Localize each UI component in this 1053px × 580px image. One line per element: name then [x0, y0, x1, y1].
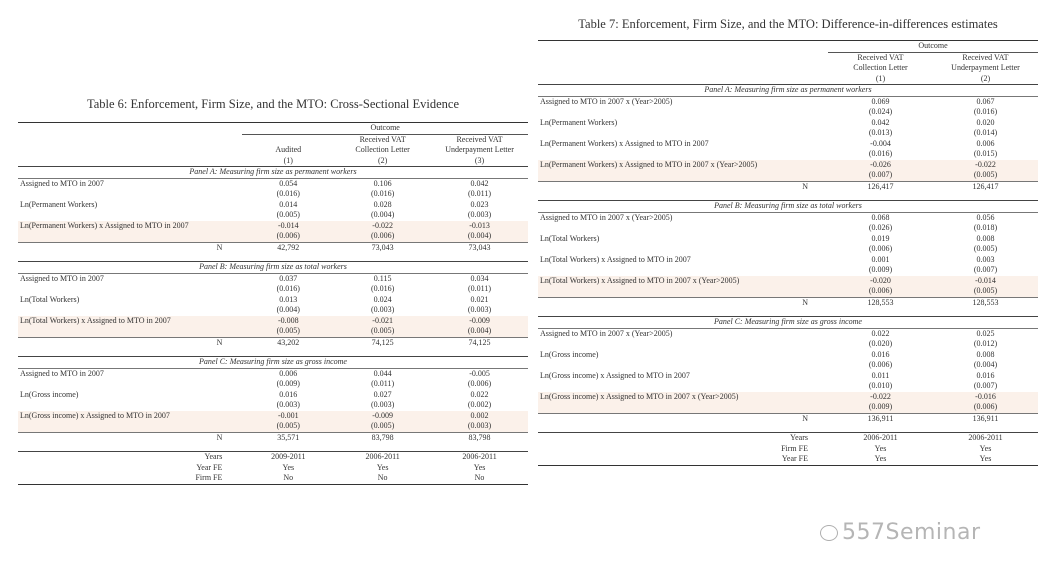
coefficient-cell: 0.028 [373, 199, 392, 209]
chat-bubble-icon [820, 525, 838, 541]
row-label: Ln(Total Workers) [20, 294, 80, 304]
coefficient-cell: 0.106 [373, 178, 392, 188]
coefficient-cell: -0.001 [242, 411, 334, 422]
table-row [538, 170, 1038, 181]
coefficient-cell: 0.067 [976, 96, 995, 106]
std-error-cell: (0.002) [467, 400, 492, 409]
coefficient-cell: 0.016 [279, 389, 298, 399]
coefficient-cell: 0.013 [279, 294, 298, 304]
coefficient-cell: 0.006 [279, 368, 298, 378]
std-error-cell: (0.010) [868, 381, 893, 390]
table-row [18, 210, 528, 221]
footer-label: Firm FE [781, 443, 808, 453]
table-row [18, 400, 528, 411]
coefficient-cell: 0.023 [470, 199, 489, 209]
column-header: Underpayment Letter [951, 63, 1020, 72]
footer-cell: Yes [874, 443, 887, 453]
std-error-cell: (0.009) [868, 265, 893, 274]
n-cell: 35,571 [242, 432, 334, 443]
footer-row [18, 473, 528, 484]
std-error-cell: (0.003) [431, 421, 528, 432]
row-label: Assigned to MTO in 2007 x (Year>2005) [540, 212, 673, 222]
column-number: (1) [283, 155, 293, 165]
n-row [538, 181, 1038, 192]
coefficient-cell: 0.002 [431, 411, 528, 422]
coefficient-cell: -0.020 [828, 276, 933, 287]
n-cell: 136,911 [828, 413, 933, 424]
row-label: Ln(Permanent Workers) [540, 117, 618, 127]
panel-title: Panel B: Measuring firm size as total workers [18, 262, 528, 274]
coefficient-cell: -0.026 [828, 160, 933, 171]
table-row [18, 231, 528, 242]
std-error-cell: (0.007) [973, 381, 998, 390]
outcome-header: Outcome [242, 123, 528, 135]
outcome-header: Outcome [828, 41, 1038, 53]
footer-label: Year FE [538, 454, 828, 465]
table-7-caption: Table 7: Enforcement, Firm Size, and the MTO: Difference-in-differences estimates [578, 17, 998, 31]
std-error-cell: (0.016) [276, 189, 300, 198]
row-label: Assigned to MTO in 2007 [20, 273, 104, 283]
table-row [538, 118, 1038, 129]
coefficient-cell: 0.021 [470, 294, 489, 304]
coefficient-cell: -0.014 [933, 276, 1038, 287]
table-7 [538, 14, 1038, 466]
table-row [538, 244, 1038, 255]
column-header: Received VAT [857, 52, 904, 62]
row-label: Ln(Gross income) x Assigned to MTO in 2007 [540, 370, 690, 380]
coefficient-cell: 0.014 [279, 199, 298, 209]
coefficient-cell: 0.011 [871, 370, 890, 380]
table-7-grid [538, 40, 1038, 466]
footer-cell: No [242, 473, 334, 484]
coefficient-cell: -0.016 [933, 392, 1038, 403]
coefficient-cell: 0.008 [976, 233, 995, 243]
column-header: Received VAT [456, 134, 503, 144]
table-row [18, 421, 528, 432]
std-error-cell: (0.011) [468, 189, 492, 198]
std-error-cell: (0.004) [431, 231, 528, 242]
std-error-cell: (0.007) [973, 265, 998, 274]
std-error-cell: (0.005) [973, 244, 998, 253]
n-cell: 126,417 [933, 181, 1038, 192]
table-row [538, 402, 1038, 413]
coefficient-cell: 0.020 [976, 117, 995, 127]
table-row [538, 107, 1038, 118]
coefficient-cell: -0.005 [469, 368, 490, 378]
n-label: N [18, 337, 242, 348]
std-error-cell: (0.006) [334, 231, 431, 242]
table-6 [18, 94, 528, 485]
row-label: Ln(Permanent Workers) x Assigned to MTO in 2007 [540, 138, 709, 148]
row-label: Ln(Total Workers) x Assigned to MTO in 2007 [540, 254, 691, 264]
table-row [18, 411, 528, 422]
coefficient-cell: 0.019 [871, 233, 890, 243]
coefficient-cell: 0.044 [373, 368, 392, 378]
row-label: Ln(Gross income) x Assigned to MTO in 2007 [18, 411, 242, 422]
n-label: N [18, 242, 242, 253]
footer-cell: No [334, 473, 431, 484]
table-row [538, 360, 1038, 371]
column-number: (2) [980, 73, 991, 83]
table-6-caption: Table 6: Enforcement, Firm Size, and the MTO: Cross-Sectional Evidence [86, 97, 460, 111]
table-row [538, 381, 1038, 392]
n-cell: 126,417 [828, 181, 933, 192]
coefficient-cell: 0.069 [871, 96, 890, 106]
coefficient-cell: -0.022 [334, 221, 431, 232]
footer-cell: Yes [933, 454, 1038, 465]
n-cell: 73,043 [334, 242, 431, 253]
std-error-cell: (0.011) [371, 379, 395, 388]
footer-cell: Yes [828, 454, 933, 465]
std-error-cell: (0.014) [973, 128, 998, 137]
n-row [538, 413, 1038, 424]
n-row [538, 297, 1038, 308]
coefficient-cell: 0.016 [871, 349, 890, 359]
table-row [538, 234, 1038, 245]
footer-cell: 2006-2011 [933, 433, 1038, 444]
table-row [18, 200, 528, 211]
coefficient-cell: -0.004 [870, 138, 891, 148]
std-error-cell: (0.016) [370, 284, 395, 293]
n-label: N [538, 297, 828, 308]
n-cell: 73,043 [431, 242, 528, 253]
std-error-cell: (0.020) [868, 339, 893, 348]
std-error-cell: (0.006) [467, 379, 492, 388]
coefficient-cell: 0.042 [470, 178, 489, 188]
footer-row [18, 463, 528, 474]
coefficient-cell: 0.006 [976, 138, 995, 148]
column-header: Received VAT [962, 52, 1009, 62]
column-number: (3) [474, 155, 485, 165]
std-error-cell: (0.018) [973, 223, 998, 232]
coefficient-cell: 0.042 [871, 117, 890, 127]
std-error-cell: (0.003) [370, 305, 395, 314]
std-error-cell: (0.005) [276, 210, 300, 219]
row-label: Ln(Gross income) x Assigned to MTO in 2007 x (Year>2005) [538, 392, 828, 403]
std-error-cell: (0.011) [468, 284, 492, 293]
n-label: N [538, 413, 828, 424]
std-error-cell: (0.016) [276, 284, 300, 293]
footer-cell: Yes [376, 462, 389, 472]
column-header [242, 134, 334, 145]
table-row [18, 305, 528, 316]
panel-title: Panel B: Measuring firm size as total workers [538, 201, 1038, 213]
footer-cell: 2006-2011 [431, 452, 528, 463]
row-label: Ln(Permanent Workers) [20, 199, 98, 209]
n-label: N [538, 181, 828, 192]
std-error-cell: (0.016) [868, 149, 893, 158]
row-label: Assigned to MTO in 2007 x (Year>2005) [540, 328, 673, 338]
n-cell: 136,911 [933, 413, 1038, 424]
column-header: Received VAT [359, 134, 406, 144]
table-row [538, 255, 1038, 266]
n-cell: 74,125 [334, 337, 431, 348]
table-row [538, 139, 1038, 150]
n-row [18, 242, 528, 253]
std-error-cell: (0.005) [334, 326, 431, 337]
table-row [18, 189, 528, 200]
row-label: Ln(Total Workers) [540, 233, 600, 243]
coefficient-cell: 0.056 [976, 212, 995, 222]
footer-cell: No [431, 473, 528, 484]
table-row [538, 328, 1038, 339]
n-cell: 83,798 [334, 432, 431, 443]
coefficient-cell: -0.013 [431, 221, 528, 232]
footer-row [538, 454, 1038, 465]
std-error-cell: (0.007) [828, 170, 933, 181]
coefficient-cell: -0.009 [334, 411, 431, 422]
watermark [820, 520, 981, 545]
std-error-cell: (0.006) [828, 286, 933, 297]
std-error-cell: (0.006) [933, 402, 1038, 413]
footer-row [538, 433, 1038, 444]
coefficient-cell: 0.003 [976, 254, 995, 264]
std-error-cell: (0.004) [370, 210, 395, 219]
table-row [538, 96, 1038, 107]
footer-cell: 2006-2011 [828, 433, 933, 444]
table-row [538, 223, 1038, 234]
std-error-cell: (0.005) [933, 170, 1038, 181]
table-row [538, 128, 1038, 139]
coefficient-cell: 0.025 [976, 328, 995, 338]
row-label: Ln(Permanent Workers) x Assigned to MTO in 2007 [18, 221, 242, 232]
coefficient-cell: 0.027 [373, 389, 392, 399]
coefficient-cell: 0.022 [470, 389, 489, 399]
std-error-cell: (0.004) [973, 360, 998, 369]
table-row [18, 284, 528, 295]
column-header: Underpayment Letter [445, 145, 514, 154]
table-row [18, 221, 528, 232]
table-row [538, 276, 1038, 287]
table-row [18, 390, 528, 401]
std-error-cell: (0.026) [868, 223, 893, 232]
std-error-cell: (0.005) [242, 421, 334, 432]
coefficient-cell: -0.022 [933, 160, 1038, 171]
n-row [18, 432, 528, 443]
footer-cell: Yes [473, 462, 486, 472]
n-cell: 43,202 [242, 337, 334, 348]
footer-cell: 2006-2011 [334, 452, 431, 463]
std-error-cell: (0.005) [242, 326, 334, 337]
table-row [538, 212, 1038, 223]
std-error-cell: (0.016) [370, 189, 395, 198]
n-cell: 83,798 [431, 432, 528, 443]
table-6-grid [18, 122, 528, 485]
n-label: N [18, 432, 242, 443]
panel-title: Panel C: Measuring firm size as gross income [18, 357, 528, 369]
panel-title: Panel A: Measuring firm size as permanent workers [538, 85, 1038, 97]
std-error-cell: (0.009) [276, 379, 300, 388]
footer-label: Years [18, 452, 242, 463]
column-header: Audited [275, 145, 302, 154]
coefficient-cell: -0.022 [828, 392, 933, 403]
table-row [538, 265, 1038, 276]
footer-label: Year FE [196, 462, 223, 472]
table-row [538, 339, 1038, 350]
std-error-cell: (0.003) [276, 400, 300, 409]
row-label: Assigned to MTO in 2007 [20, 368, 104, 378]
coefficient-cell: -0.008 [242, 316, 334, 327]
footer-row [18, 452, 528, 463]
footer-label: Years [538, 433, 828, 444]
table-row [18, 368, 528, 379]
column-number: (2) [377, 155, 388, 165]
coefficient-cell: 0.024 [373, 294, 392, 304]
std-error-cell: (0.004) [431, 326, 528, 337]
coefficient-cell: 0.054 [279, 178, 298, 188]
row-label: Assigned to MTO in 2007 x (Year>2005) [540, 96, 673, 106]
footer-label: Firm FE [18, 473, 242, 484]
std-error-cell: (0.016) [973, 107, 998, 116]
row-label: Assigned to MTO in 2007 [20, 178, 104, 188]
std-error-cell: (0.013) [868, 128, 893, 137]
std-error-cell: (0.005) [334, 421, 431, 432]
row-label: Ln(Gross income) [540, 349, 599, 359]
column-header: Collection Letter [355, 145, 410, 154]
row-label: Ln(Total Workers) x Assigned to MTO in 2007 x (Year>2005) [538, 276, 828, 287]
watermark-text: 557Seminar [842, 520, 981, 545]
coefficient-cell: 0.037 [279, 273, 298, 283]
coefficient-cell: 0.022 [871, 328, 890, 338]
table-row [538, 392, 1038, 403]
row-label: Ln(Gross income) [20, 389, 79, 399]
n-row [18, 337, 528, 348]
std-error-cell: (0.006) [242, 231, 334, 242]
table-row [538, 286, 1038, 297]
n-cell: 74,125 [431, 337, 528, 348]
std-error-cell: (0.024) [868, 107, 893, 116]
std-error-cell: (0.006) [868, 360, 893, 369]
coefficient-cell: -0.021 [334, 316, 431, 327]
std-error-cell: (0.015) [973, 149, 998, 158]
coefficient-cell: -0.014 [242, 221, 334, 232]
table-row [538, 160, 1038, 171]
table-row [18, 379, 528, 390]
coefficient-cell: 0.001 [871, 254, 890, 264]
footer-row [538, 444, 1038, 455]
panel-title: Panel C: Measuring firm size as gross income [538, 317, 1038, 329]
std-error-cell: (0.003) [467, 210, 492, 219]
table-row [538, 371, 1038, 382]
std-error-cell: (0.003) [370, 400, 395, 409]
std-error-cell: (0.004) [276, 305, 300, 314]
coefficient-cell: 0.008 [976, 349, 995, 359]
column-number: (1) [875, 73, 886, 83]
panel-title: Panel A: Measuring firm size as permanent workers [18, 167, 528, 179]
n-cell: 42,792 [242, 242, 334, 253]
footer-cell: Yes [282, 462, 295, 472]
table-row [18, 326, 528, 337]
std-error-cell: (0.003) [467, 305, 492, 314]
table-row [18, 316, 528, 327]
coefficient-cell: 0.034 [470, 273, 489, 283]
table-row [18, 273, 528, 284]
n-cell: 128,553 [933, 297, 1038, 308]
std-error-cell: (0.009) [828, 402, 933, 413]
std-error-cell: (0.005) [933, 286, 1038, 297]
table-row [18, 178, 528, 189]
footer-cell: 2009-2011 [242, 452, 334, 463]
coefficient-cell: 0.115 [373, 273, 392, 283]
row-label: Ln(Total Workers) x Assigned to MTO in 2007 [18, 316, 242, 327]
n-cell: 128,553 [828, 297, 933, 308]
table-row [18, 295, 528, 306]
column-header: Collection Letter [853, 63, 908, 72]
coefficient-cell: 0.016 [976, 370, 995, 380]
footer-cell: Yes [979, 443, 992, 453]
coefficient-cell: 0.068 [871, 212, 890, 222]
coefficient-cell: -0.009 [431, 316, 528, 327]
std-error-cell: (0.006) [868, 244, 893, 253]
row-label: Ln(Permanent Workers) x Assigned to MTO in 2007 x (Year>2005) [538, 160, 828, 171]
std-error-cell: (0.012) [973, 339, 998, 348]
table-row [538, 350, 1038, 361]
table-row [538, 149, 1038, 160]
